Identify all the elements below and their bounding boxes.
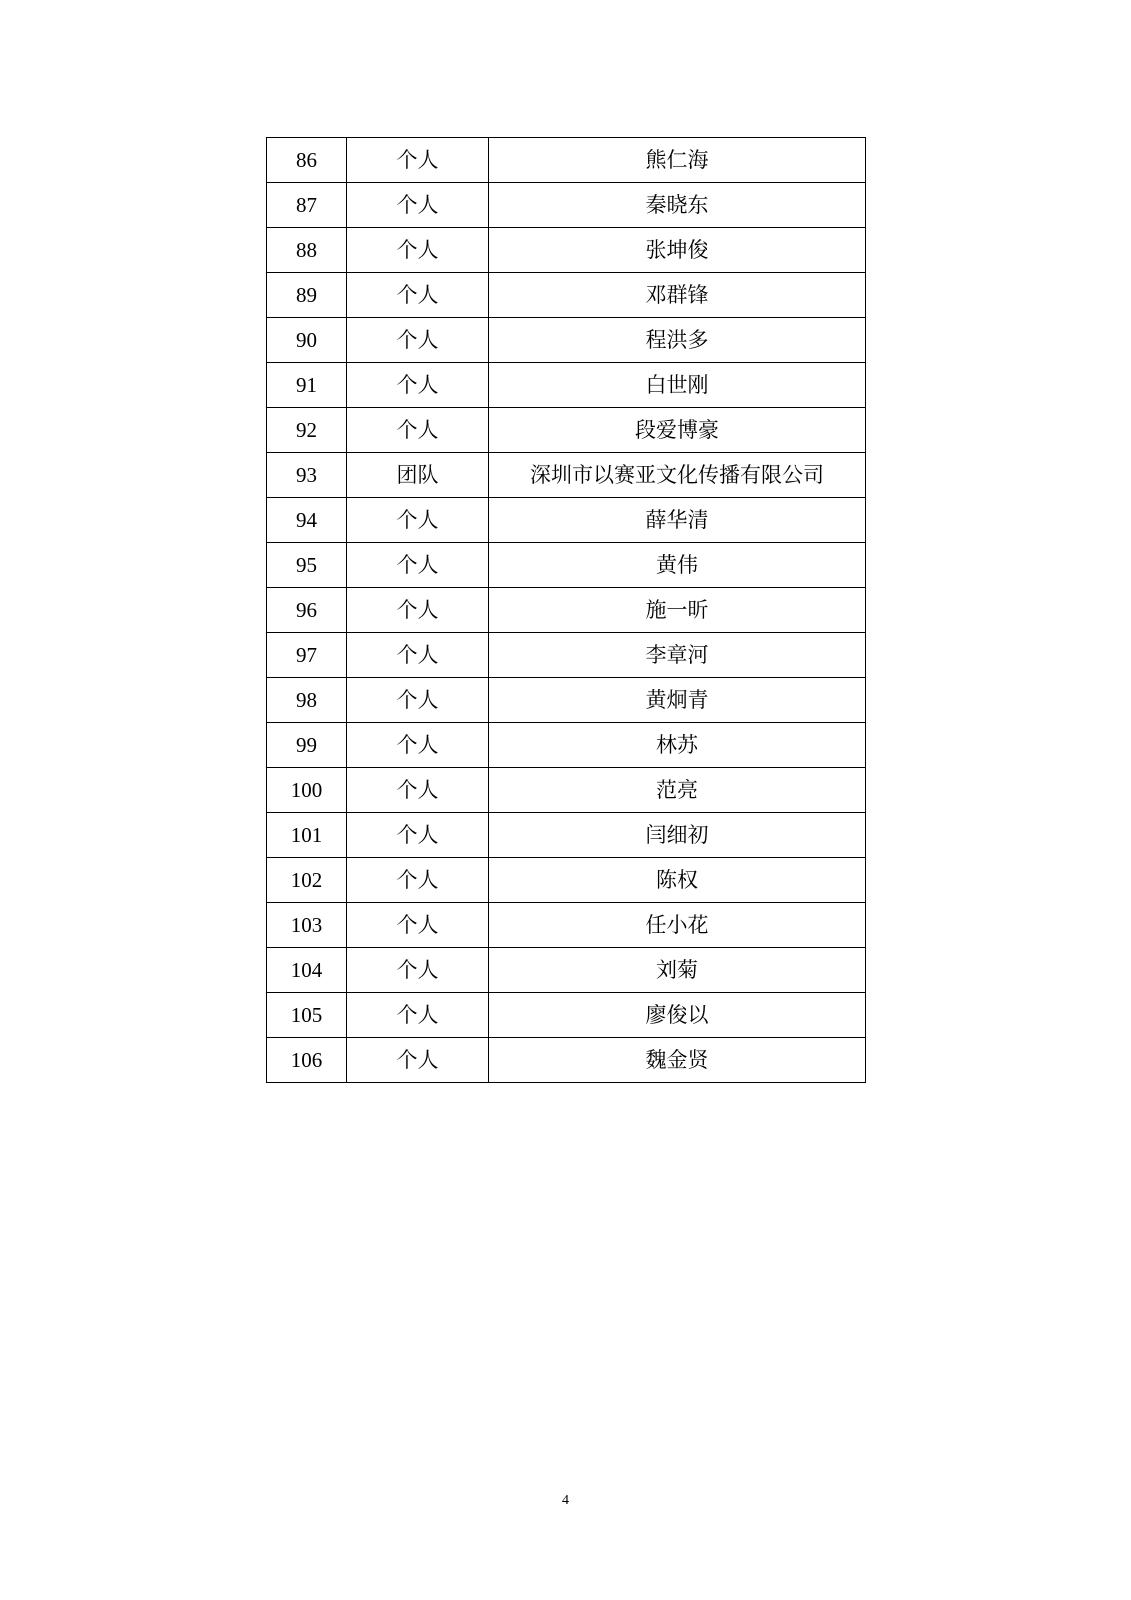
roster-table-body xyxy=(267,138,866,1083)
table-row xyxy=(267,408,866,453)
entry-type-cell: 个人 xyxy=(347,228,489,273)
entry-name-cell: 刘菊 xyxy=(489,948,866,993)
entry-type-cell: 个人 xyxy=(347,1038,489,1083)
table-row xyxy=(267,363,866,408)
entry-type-cell: 个人 xyxy=(347,948,489,993)
row-number-cell: 105 xyxy=(267,993,347,1038)
entry-name-cell: 范亮 xyxy=(489,768,866,813)
entry-type-cell: 个人 xyxy=(347,813,489,858)
table-row xyxy=(267,543,866,588)
table-row xyxy=(267,678,866,723)
entry-name-cell: 陈权 xyxy=(489,858,866,903)
entry-name-cell: 秦晓东 xyxy=(489,183,866,228)
table-row xyxy=(267,228,866,273)
entry-name-cell: 任小花 xyxy=(489,903,866,948)
entry-name-cell: 施一昕 xyxy=(489,588,866,633)
entry-type-cell: 个人 xyxy=(347,633,489,678)
entry-name-cell: 张坤俊 xyxy=(489,228,866,273)
entry-type-cell: 个人 xyxy=(347,408,489,453)
entry-type-cell: 个人 xyxy=(347,723,489,768)
entry-type-cell: 个人 xyxy=(347,318,489,363)
entry-type-cell: 个人 xyxy=(347,903,489,948)
table-row xyxy=(267,723,866,768)
roster-table xyxy=(266,137,866,1083)
entry-name-cell: 程洪多 xyxy=(489,318,866,363)
entry-type-cell: 个人 xyxy=(347,993,489,1038)
table-row xyxy=(267,858,866,903)
row-number-cell: 99 xyxy=(267,723,347,768)
row-number-cell: 106 xyxy=(267,1038,347,1083)
row-number-cell: 88 xyxy=(267,228,347,273)
entry-name-cell: 熊仁海 xyxy=(489,138,866,183)
row-number-cell: 101 xyxy=(267,813,347,858)
entry-type-cell: 个人 xyxy=(347,543,489,588)
row-number-cell: 97 xyxy=(267,633,347,678)
row-number-cell: 95 xyxy=(267,543,347,588)
table-row xyxy=(267,1038,866,1083)
table-row xyxy=(267,588,866,633)
entry-type-cell: 个人 xyxy=(347,363,489,408)
row-number-cell: 93 xyxy=(267,453,347,498)
entry-name-cell: 廖俊以 xyxy=(489,993,866,1038)
row-number-cell: 90 xyxy=(267,318,347,363)
table-row xyxy=(267,498,866,543)
entry-type-cell: 个人 xyxy=(347,273,489,318)
table-row xyxy=(267,453,866,498)
row-number-cell: 96 xyxy=(267,588,347,633)
row-number-cell: 91 xyxy=(267,363,347,408)
table-row xyxy=(267,633,866,678)
entry-name-cell: 邓群锋 xyxy=(489,273,866,318)
entry-type-cell: 个人 xyxy=(347,768,489,813)
entry-name-cell: 段爱博豪 xyxy=(489,408,866,453)
entry-type-cell: 个人 xyxy=(347,588,489,633)
table-row xyxy=(267,183,866,228)
entry-type-cell: 个人 xyxy=(347,183,489,228)
row-number-cell: 86 xyxy=(267,138,347,183)
table-row xyxy=(267,993,866,1038)
row-number-cell: 100 xyxy=(267,768,347,813)
table-row xyxy=(267,273,866,318)
entry-type-cell: 个人 xyxy=(347,138,489,183)
entry-name-cell: 深圳市以赛亚文化传播有限公司 xyxy=(489,453,866,498)
entry-name-cell: 魏金贤 xyxy=(489,1038,866,1083)
table-row xyxy=(267,768,866,813)
entry-name-cell: 白世刚 xyxy=(489,363,866,408)
page-number: 4 xyxy=(562,1493,569,1508)
row-number-cell: 92 xyxy=(267,408,347,453)
table-row xyxy=(267,903,866,948)
entry-name-cell: 薛华清 xyxy=(489,498,866,543)
entry-type-cell: 团队 xyxy=(347,453,489,498)
row-number-cell: 104 xyxy=(267,948,347,993)
row-number-cell: 87 xyxy=(267,183,347,228)
entry-name-cell: 李章河 xyxy=(489,633,866,678)
row-number-cell: 102 xyxy=(267,858,347,903)
row-number-cell: 103 xyxy=(267,903,347,948)
entry-name-cell: 林苏 xyxy=(489,723,866,768)
row-number-cell: 98 xyxy=(267,678,347,723)
table-row xyxy=(267,318,866,363)
table-row xyxy=(267,138,866,183)
entry-type-cell: 个人 xyxy=(347,678,489,723)
row-number-cell: 94 xyxy=(267,498,347,543)
entry-name-cell: 黄伟 xyxy=(489,543,866,588)
table-row xyxy=(267,948,866,993)
entry-name-cell: 闫细初 xyxy=(489,813,866,858)
row-number-cell: 89 xyxy=(267,273,347,318)
entry-type-cell: 个人 xyxy=(347,498,489,543)
entry-type-cell: 个人 xyxy=(347,858,489,903)
table-row xyxy=(267,813,866,858)
entry-name-cell: 黄炯青 xyxy=(489,678,866,723)
